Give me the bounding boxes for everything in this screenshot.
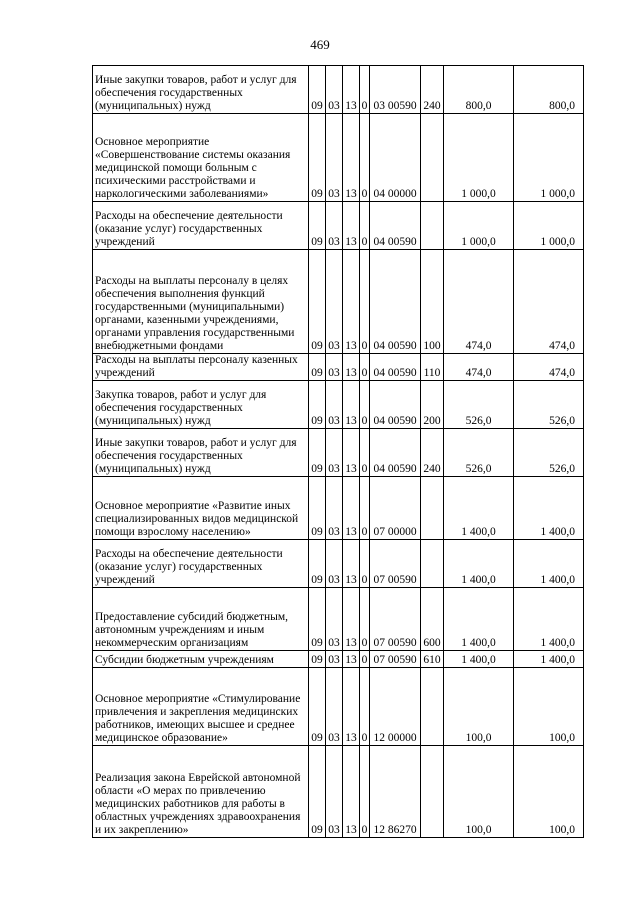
row-expense-type: 240 (421, 66, 444, 114)
page-number: 469 (310, 37, 330, 52)
row-target-article: 07 00590 (370, 651, 421, 668)
row-program: 13 (343, 588, 360, 651)
table-row (93, 114, 584, 202)
row-section: 09 (309, 429, 326, 477)
row-subprogram: 0 (360, 588, 370, 651)
table-row (93, 429, 584, 477)
row-subsection: 03 (326, 588, 343, 651)
row-expense-type: 600 (421, 588, 444, 651)
row-subsection: 03 (326, 114, 343, 202)
row-subsection: 03 (326, 668, 343, 746)
row-program: 13 (343, 114, 360, 202)
row-section: 09 (309, 114, 326, 202)
row-subsection: 03 (326, 746, 343, 838)
row-target-article: 04 00590 (370, 202, 421, 250)
row-target-article: 07 00590 (370, 540, 421, 588)
row-sum-1: 526,0 (444, 381, 514, 429)
row-section: 09 (309, 477, 326, 540)
row-subprogram: 0 (360, 381, 370, 429)
row-name: Реализация закона Еврейской автономной области «О мерах по привлечению медицинских работников для работы в областных учреждениях здравоохранения и их закреплению» (93, 746, 309, 838)
row-target-article: 12 00000 (370, 668, 421, 746)
row-program: 13 (343, 354, 360, 381)
row-expense-type: 100 (421, 250, 444, 354)
row-subsection: 03 (326, 66, 343, 114)
row-expense-type: 610 (421, 651, 444, 668)
row-target-article: 04 00590 (370, 250, 421, 354)
row-subsection: 03 (326, 202, 343, 250)
row-sum-1: 100,0 (444, 668, 514, 746)
table-row (93, 381, 584, 429)
row-sum-2: 100,0 (514, 668, 584, 746)
row-sum-1: 800,0 (444, 66, 514, 114)
row-target-article: 07 00590 (370, 588, 421, 651)
row-sum-1: 1 400,0 (444, 588, 514, 651)
row-sum-2: 526,0 (514, 429, 584, 477)
row-expense-type: 110 (421, 354, 444, 381)
row-section: 09 (309, 250, 326, 354)
table-row (93, 354, 584, 381)
row-name: Расходы на выплаты персоналу в целях обеспечения выполнения функций государственными (муниципальными) органами, казенными учреждениями, органами управления государственными внебюджетными фондами (93, 250, 309, 354)
row-subsection: 03 (326, 540, 343, 588)
row-subprogram: 0 (360, 66, 370, 114)
row-section: 09 (309, 354, 326, 381)
row-section: 09 (309, 202, 326, 250)
budget-table (92, 65, 584, 838)
row-sum-2: 1 400,0 (514, 540, 584, 588)
row-sum-1: 474,0 (444, 250, 514, 354)
row-name: Основное мероприятие «Совершенствование системы оказания медицинской помощи больным с психическими расстройствами и наркологическими заболеваниями» (93, 114, 309, 202)
row-subsection: 03 (326, 381, 343, 429)
row-target-article: 04 00590 (370, 354, 421, 381)
row-section: 09 (309, 540, 326, 588)
row-subsection: 03 (326, 354, 343, 381)
row-subprogram: 0 (360, 202, 370, 250)
row-sum-1: 1 400,0 (444, 651, 514, 668)
row-target-article: 04 00590 (370, 429, 421, 477)
row-sum-1: 100,0 (444, 746, 514, 838)
row-expense-type (421, 668, 444, 746)
row-expense-type: 200 (421, 381, 444, 429)
row-section: 09 (309, 66, 326, 114)
row-section: 09 (309, 588, 326, 651)
table-row (93, 651, 584, 668)
row-subprogram: 0 (360, 746, 370, 838)
row-name: Основное мероприятие «Развитие иных специализированных видов медицинской помощи взрослому населению» (93, 477, 309, 540)
row-subprogram: 0 (360, 114, 370, 202)
row-program: 13 (343, 66, 360, 114)
table-row (93, 668, 584, 746)
row-sum-2: 1 000,0 (514, 202, 584, 250)
row-subsection: 03 (326, 429, 343, 477)
row-target-article: 12 86270 (370, 746, 421, 838)
row-expense-type (421, 114, 444, 202)
row-subsection: 03 (326, 250, 343, 354)
row-name: Расходы на обеспечение деятельности (оказание услуг) государственных учреждений (93, 540, 309, 588)
row-program: 13 (343, 746, 360, 838)
row-sum-2: 1 400,0 (514, 588, 584, 651)
row-expense-type (421, 202, 444, 250)
row-section: 09 (309, 668, 326, 746)
row-program: 13 (343, 540, 360, 588)
table-row (93, 202, 584, 250)
row-subprogram: 0 (360, 651, 370, 668)
row-subprogram: 0 (360, 429, 370, 477)
table-row (93, 746, 584, 838)
row-subsection: 03 (326, 477, 343, 540)
row-sum-2: 800,0 (514, 66, 584, 114)
row-subprogram: 0 (360, 250, 370, 354)
row-sum-1: 474,0 (444, 354, 514, 381)
row-name: Предоставление субсидий бюджетным, автономным учреждениям и иным некоммерческим организациям (93, 588, 309, 651)
row-program: 13 (343, 477, 360, 540)
row-sum-2: 1 400,0 (514, 651, 584, 668)
row-program: 13 (343, 668, 360, 746)
row-sum-1: 1 000,0 (444, 114, 514, 202)
row-sum-2: 100,0 (514, 746, 584, 838)
row-expense-type (421, 746, 444, 838)
row-target-article: 07 00000 (370, 477, 421, 540)
row-name: Иные закупки товаров, работ и услуг для обеспечения государственных (муниципальных) нужд (93, 429, 309, 477)
row-program: 13 (343, 651, 360, 668)
row-subprogram: 0 (360, 668, 370, 746)
row-subprogram: 0 (360, 354, 370, 381)
row-sum-2: 474,0 (514, 354, 584, 381)
table-row (93, 66, 584, 114)
row-expense-type (421, 540, 444, 588)
row-expense-type (421, 477, 444, 540)
row-sum-1: 1 400,0 (444, 477, 514, 540)
table-row (93, 540, 584, 588)
row-program: 13 (343, 429, 360, 477)
row-section: 09 (309, 381, 326, 429)
row-name: Расходы на обеспечение деятельности (оказание услуг) государственных учреждений (93, 202, 309, 250)
row-program: 13 (343, 381, 360, 429)
row-target-article: 04 00590 (370, 381, 421, 429)
row-sum-2: 526,0 (514, 381, 584, 429)
row-name: Расходы на выплаты персоналу казенных учреждений (93, 354, 309, 381)
row-name: Основное мероприятие «Стимулирование привлечения и закрепления медицинских работников, имеющих высшее и среднее медицинское образование» (93, 668, 309, 746)
row-subsection: 03 (326, 651, 343, 668)
table-row (93, 588, 584, 651)
table-row (93, 477, 584, 540)
row-name: Субсидии бюджетным учреждениям (93, 651, 309, 668)
row-subprogram: 0 (360, 477, 370, 540)
row-target-article: 03 00590 (370, 66, 421, 114)
row-subprogram: 0 (360, 540, 370, 588)
row-name: Закупка товаров, работ и услуг для обеспечения государственных (муниципальных) нужд (93, 381, 309, 429)
row-program: 13 (343, 250, 360, 354)
row-program: 13 (343, 202, 360, 250)
row-sum-2: 1 400,0 (514, 477, 584, 540)
row-sum-1: 1 400,0 (444, 540, 514, 588)
row-sum-2: 474,0 (514, 250, 584, 354)
row-expense-type: 240 (421, 429, 444, 477)
row-sum-1: 1 000,0 (444, 202, 514, 250)
row-section: 09 (309, 746, 326, 838)
row-target-article: 04 00000 (370, 114, 421, 202)
row-section: 09 (309, 651, 326, 668)
table-row (93, 250, 584, 354)
row-sum-2: 1 000,0 (514, 114, 584, 202)
row-sum-1: 526,0 (444, 429, 514, 477)
row-name: Иные закупки товаров, работ и услуг для обеспечения государственных (муниципальных) нужд (93, 66, 309, 114)
